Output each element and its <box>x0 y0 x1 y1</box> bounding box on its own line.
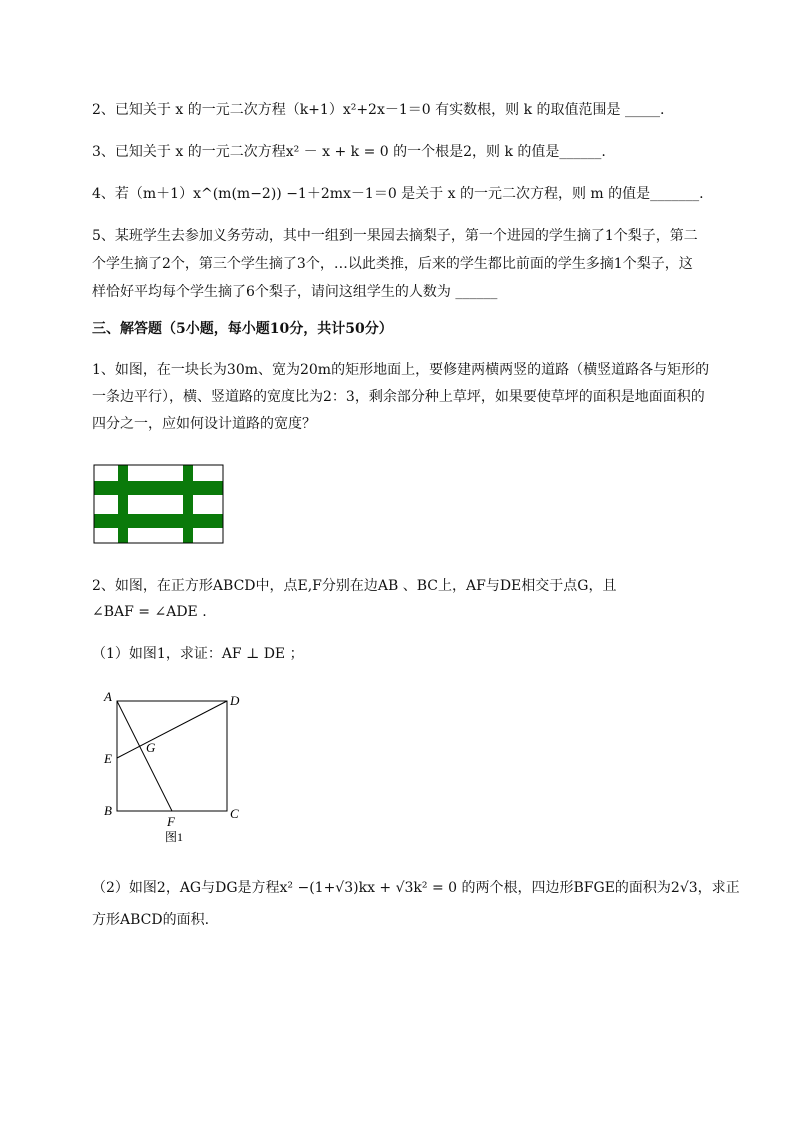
question-5-line2: 个学生摘了2个，第三个学生摘了3个，…以此类推，后来的学生都比前面的学生多摘1个梨子，这 <box>92 256 693 272</box>
label-g: G <box>146 740 156 755</box>
vertical-road-2 <box>183 465 193 543</box>
label-b: B <box>104 803 112 818</box>
problem-2-part2-line1: （2）如图2，AG与DG是方程x² −(1+√3)kx + √3k² = 0 的两个根，四边形BFGE的面积为2√3，求正 <box>92 880 740 896</box>
label-c: C <box>230 806 239 821</box>
section-3-heading: 三、解答题（5小题，每小题10分，共计50分） <box>92 321 393 337</box>
problem-2-line2: ∠BAF = ∠ADE . <box>92 604 207 620</box>
problem-2-part1: （1）如图1，求证：AF ⊥ DE ； <box>92 646 304 662</box>
square-figure <box>100 688 245 848</box>
problem-2-line1: 2、如图，在正方形ABCD中，点E,F分别在边AB 、BC上，AF与DE相交于点G，且 <box>92 578 617 594</box>
question-4: 4、若（m＋1）x^(m(m−2)) −1＋2mx－1＝0 是关于 x 的一元二次方程，则 m 的值是_______. <box>92 186 704 202</box>
problem-1-line1: 1、如图，在一块长为30m、宽为20m的矩形地面上，要修建两横两竖的道路（横竖道路各与矩形的 <box>92 362 710 378</box>
horizontal-road-1 <box>94 481 223 495</box>
field-border <box>94 465 223 543</box>
label-a: A <box>104 689 112 704</box>
segment-de <box>117 701 227 758</box>
question-5-line3: 样恰好平均每个学生摘了6个梨子，请问这组学生的人数为 ______ <box>92 284 498 300</box>
question-3: 3、已知关于 x 的一元二次方程x² － x + k = 0 的一个根是2，则 k 的值是______. <box>92 144 606 160</box>
label-e: E <box>104 751 112 766</box>
segment-af <box>117 701 172 811</box>
road-figure <box>93 464 225 546</box>
square-abcd <box>117 701 227 811</box>
horizontal-road-2 <box>94 514 223 528</box>
figure-caption: 图1 <box>165 830 184 844</box>
problem-1-line3: 四分之一，应如何设计道路的宽度？ <box>92 416 316 432</box>
label-d: D <box>230 693 240 708</box>
vertical-road-1 <box>118 465 128 543</box>
problem-2-part2-line2: 方形ABCD的面积. <box>92 912 210 928</box>
problem-1-line2: 一条边平行），横、竖道路的宽度比为2：3，剩余部分种上草坪，如果要使草坪的面积是地面面积的 <box>92 389 705 405</box>
question-5-line1: 5、某班学生去参加义务劳动，其中一组到一果园去摘梨子，第一个进园的学生摘了1个梨子，第二 <box>92 228 698 244</box>
label-f: F <box>167 814 175 829</box>
question-2: 2、已知关于 x 的一元二次方程（k+1）x²+2x－1＝0 有实数根，则 k 的取值范围是 _____. <box>92 102 665 118</box>
